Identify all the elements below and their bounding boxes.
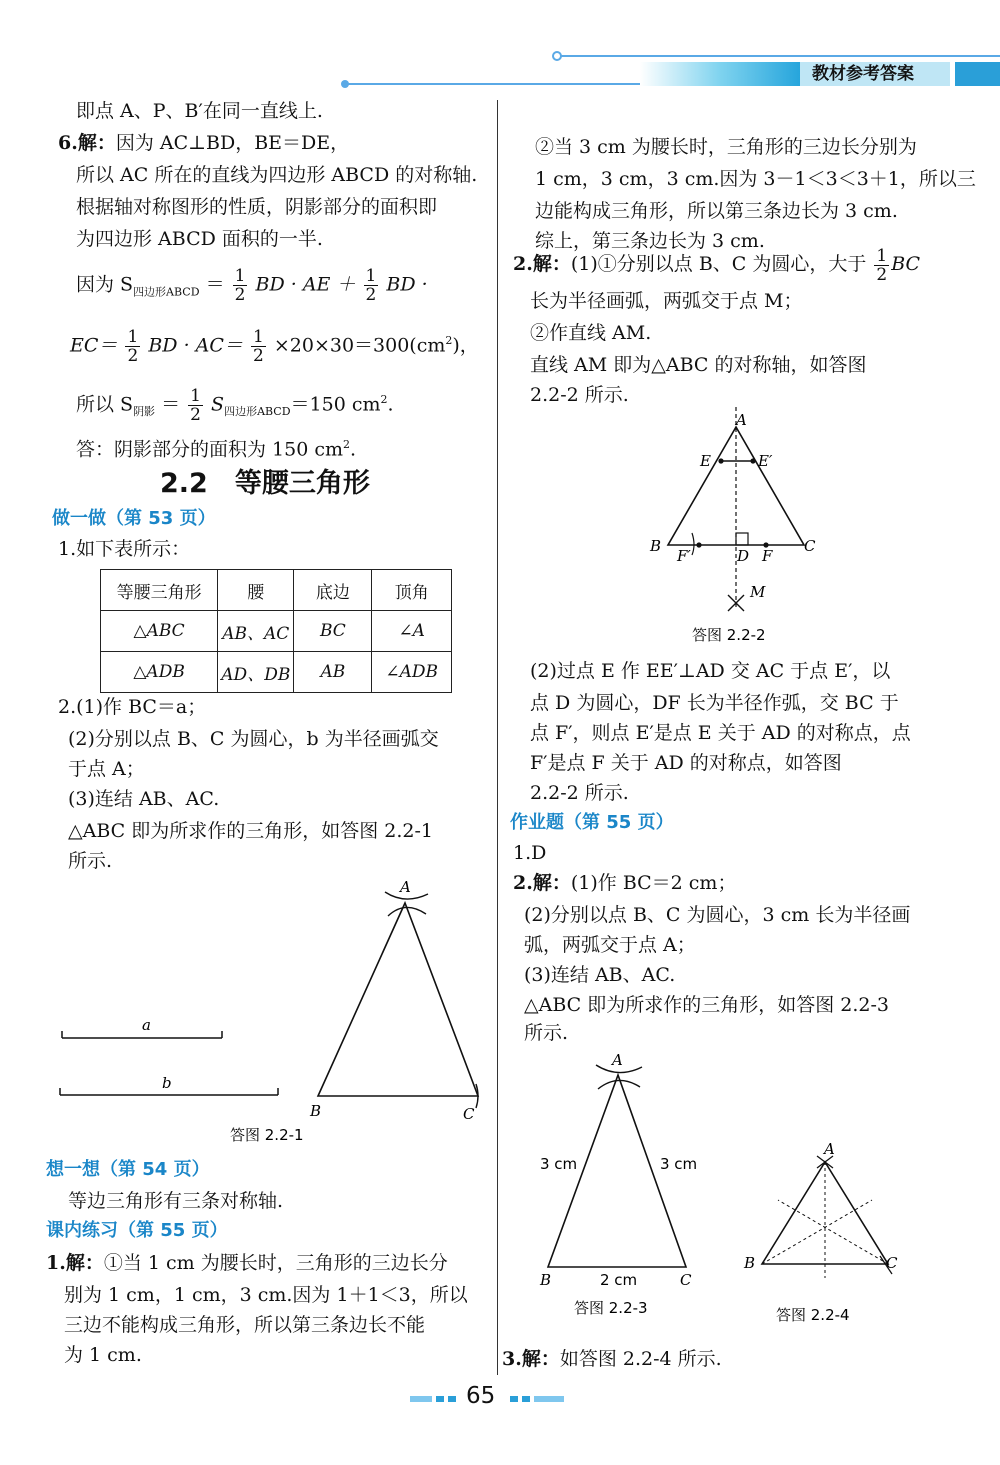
text-line: 边能构成三角形，所以第三条边长为 3 cm. <box>535 200 898 222</box>
answer-superscript: 2 <box>343 438 351 451</box>
table-row <box>101 652 452 693</box>
question-number: 1. <box>46 1252 66 1274</box>
point-e-prime <box>750 458 755 463</box>
question-z2 <box>513 868 736 898</box>
formula-superscript: 2 <box>380 393 388 406</box>
text-line: (3)连结 AB、AC. <box>68 788 220 810</box>
symmetry-axis <box>778 1200 888 1264</box>
text-line: 即点 A、P、B′在同一直线上. <box>76 100 323 122</box>
text-line: 等边三角形有三条对称轴. <box>68 1190 284 1212</box>
figure-caption: 答图 2.2-2 <box>692 626 766 644</box>
figure-2-2-1 <box>50 870 490 1150</box>
formula-text: . <box>387 393 394 416</box>
page-number: 65 <box>466 1383 496 1409</box>
question-z3 <box>502 1344 722 1374</box>
formula-subscript: 四边形ABCD <box>133 285 200 299</box>
point-f-label: F <box>762 547 773 565</box>
table-cell: BC <box>294 611 372 652</box>
fraction-num: 1 <box>127 326 139 347</box>
point-f-prime-label: F′ <box>677 547 691 565</box>
vertex-a-label: A <box>736 411 747 429</box>
figure-caption: 答图 2.2-4 <box>776 1306 850 1324</box>
table-cell: △ADB <box>101 652 218 693</box>
table-header-row <box>101 570 452 611</box>
answer-lead: 解： <box>532 872 571 894</box>
figure-caption: 答图 2.2-1 <box>230 1126 304 1144</box>
table-cell: △ABC <box>101 611 218 652</box>
text-line: (3)连结 AB、AC. <box>524 964 676 986</box>
text-line: 为 1 cm. <box>64 1344 142 1366</box>
text-line: ②作直线 AM. <box>530 322 652 344</box>
subsection-heading: 作业题（第 55 页） <box>510 812 674 833</box>
text-line: 直线 AM 即为△ABC 的对称轴，如答图 <box>530 354 867 376</box>
formula-text: BD · <box>386 273 428 296</box>
point-e <box>718 458 723 463</box>
vertex-c-label: C <box>804 537 816 555</box>
text-line: △ABC 即为所求作的三角形，如答图 2.2-1 <box>68 820 433 842</box>
formula-text: ×20×30＝300(cm <box>273 334 446 357</box>
fraction-num: 1 <box>252 326 264 347</box>
answer-text: 答：阴影部分的面积为 150 cm <box>76 438 344 461</box>
column-divider <box>497 100 498 1375</box>
fraction-den: 2 <box>234 285 246 305</box>
formula-line-2 <box>70 326 479 365</box>
vertex-a-label: A <box>824 1140 835 1158</box>
formula-subscript: 四边形ABCD <box>224 405 291 419</box>
section-title: 2.2 等腰三角形 <box>160 468 370 499</box>
text-line: ①当 1 cm 为腰长时，三角形的三边长分 <box>103 1252 448 1274</box>
formula-text: 所以 S <box>76 393 134 416</box>
point-m-label: M <box>750 583 766 601</box>
answer-lead: 解： <box>532 253 571 275</box>
formula-text: EC＝ <box>70 334 118 357</box>
text-line: 1 cm，3 cm，3 cm.因为 3－1＜3＜3＋1，所以三 <box>535 168 976 190</box>
table-cell: ∠ADB <box>372 652 452 693</box>
point-e-label: E <box>700 452 711 470</box>
question-number: 2. <box>513 253 533 275</box>
question-number: 2. <box>513 872 533 894</box>
formula-text: BD · AC＝ <box>148 334 243 357</box>
question-6 <box>58 128 349 158</box>
figure-2-2-3 <box>530 1045 730 1325</box>
vertex-b-label: B <box>744 1254 756 1272</box>
formula-line-3 <box>76 385 394 427</box>
fraction-den: 2 <box>365 285 377 305</box>
base-label: 2 cm <box>600 1271 638 1289</box>
text-line: 三边不能构成三角形，所以第三条边长不能 <box>64 1314 426 1336</box>
question-number: 6. <box>58 132 78 154</box>
formula-text: ＝150 cm <box>290 393 381 416</box>
fraction-den: 2 <box>127 345 139 366</box>
question-k1 <box>46 1248 448 1278</box>
subsection-heading: 想一想（第 54 页） <box>46 1159 210 1180</box>
fraction-den: 2 <box>876 264 888 285</box>
fraction <box>188 387 203 424</box>
text-line: 根据轴对称图形的性质，阴影部分的面积即 <box>76 196 438 218</box>
arc-mark <box>692 533 694 555</box>
table-row <box>101 611 452 652</box>
table-cell: AD、DB <box>218 652 294 693</box>
answer-lead: 解： <box>77 132 116 154</box>
right-angle-mark <box>736 533 748 545</box>
table-header-cell: 底边 <box>294 570 372 611</box>
text-line: 综上，第三条边长为 3 cm. <box>535 230 765 252</box>
label-b: b <box>162 1074 172 1092</box>
fraction-num: 1 <box>365 266 377 286</box>
text-line: 所示. <box>524 1022 569 1044</box>
text-line: (1)作 BC＝2 cm； <box>570 872 737 894</box>
question-number: 3. <box>502 1348 522 1370</box>
text-line: (1)①分别以点 B、C 为圆心，大于 <box>570 253 867 275</box>
vertex-b-label: B <box>310 1102 322 1120</box>
text-line: 1.D <box>513 842 547 864</box>
symmetry-axis <box>762 1200 872 1264</box>
text-line: (2)分别以点 B、C 为圆心，3 cm 长为半径画 <box>524 904 911 926</box>
formula-subscript: 阴影 <box>133 405 156 419</box>
formula-line-1 <box>76 267 428 307</box>
vertex-c-label: C <box>886 1254 898 1272</box>
table-cell: ∠A <box>372 611 452 652</box>
fraction-num: 1 <box>190 385 201 406</box>
vertex-c-label: C <box>680 1271 692 1289</box>
vertex-a-label: A <box>400 878 411 896</box>
answer-6 <box>76 430 356 464</box>
text-line: 点 D 为圆心，DF 长为半径作弧，交 BC 于 <box>530 692 899 714</box>
formula-text: 因为 S <box>76 273 134 296</box>
label-a: a <box>142 1016 151 1034</box>
text-line: 所以 AC 所在的直线为四边形 ABCD 的对称轴. <box>76 164 478 186</box>
text-line: 为四边形 ABCD 面积的一半. <box>76 228 323 250</box>
triangle-abc <box>318 903 478 1096</box>
question-r2 <box>513 244 920 284</box>
text-line: 2.2-2 所示. <box>530 384 629 406</box>
side-label-right: 3 cm <box>660 1155 698 1173</box>
fraction <box>125 328 140 365</box>
subsection-heading: 课内练习（第 55 页） <box>46 1220 228 1241</box>
text-line: ②当 3 cm 为腰长时，三角形的三边长分别为 <box>535 136 917 158</box>
fraction <box>874 247 889 284</box>
figure-2-2-2 <box>640 405 860 650</box>
text-line: 于点 A； <box>68 758 145 780</box>
formula-text: ＝ <box>161 393 181 416</box>
vertex-b-label: B <box>650 537 662 555</box>
subsection-heading: 做一做（第 53 页） <box>52 508 216 529</box>
text-line: 点 F′，则点 E′是点 E 关于 AD 的对称点，点 <box>530 722 911 744</box>
text-line: 长为半径画弧，两弧交于点 M； <box>530 290 803 312</box>
fraction <box>364 267 379 304</box>
table-header-cell: 等腰三角形 <box>101 570 218 611</box>
figure-caption: 答图 2.2-3 <box>574 1299 648 1317</box>
figure-2-2-4 <box>740 1138 910 1328</box>
text-line: 弧，两弧交于点 A； <box>524 934 696 956</box>
text-line: F′是点 F 关于 AD 的对称点，如答图 <box>530 752 842 774</box>
text-line: 2.2-2 所示. <box>530 782 629 804</box>
table-header-cell: 顶角 <box>372 570 452 611</box>
formula-text: )， <box>452 334 479 357</box>
vertex-a-label: A <box>612 1051 623 1069</box>
fraction <box>251 328 266 365</box>
text-line: 因为 AC⊥BD，BE＝DE， <box>115 132 350 154</box>
fraction-den: 2 <box>190 404 201 425</box>
fraction <box>233 267 248 304</box>
formula-text: S <box>211 393 225 416</box>
vertex-b-label: B <box>540 1271 552 1289</box>
text-line: 2.(1)作 BC＝a； <box>58 696 207 718</box>
point-d-label: D <box>737 547 750 565</box>
table-cell: AB <box>294 652 372 693</box>
fraction-num: 1 <box>876 245 888 266</box>
vertex-c-label: C <box>463 1105 475 1123</box>
header-title: 教材参考答案 <box>812 64 914 84</box>
answer-table <box>100 569 452 693</box>
text-line: 如答图 2.2-4 所示. <box>559 1348 722 1370</box>
text-line: 别为 1 cm，1 cm，3 cm.因为 1＋1＜3，所以 <box>64 1284 468 1306</box>
table-header-cell: 腰 <box>218 570 294 611</box>
text-line: 所示. <box>68 850 113 872</box>
point-e-prime-label: E′ <box>758 452 773 470</box>
point-f-prime <box>696 542 701 547</box>
answer-text: . <box>350 438 357 461</box>
fraction-num: 1 <box>234 266 246 286</box>
table-cell: AB、AC <box>218 611 294 652</box>
fraction-den: 2 <box>252 345 264 366</box>
text-line: (2)过点 E 作 EE′⊥AD 交 AC 于点 E′，以 <box>530 660 891 682</box>
answer-lead: 解： <box>65 1252 104 1274</box>
formula-superscript: 2 <box>445 334 453 347</box>
text-line: (2)分别以点 B、C 为圆心，b 为半径画弧交 <box>68 728 439 750</box>
formula-text: ＝ <box>205 273 225 296</box>
side-label-left: 3 cm <box>540 1155 578 1173</box>
answer-lead: 解： <box>521 1348 560 1370</box>
text-line: △ABC 即为所求作的三角形，如答图 2.2-3 <box>524 994 889 1016</box>
text-line: BC <box>891 253 921 275</box>
formula-text: BD · AE ＋ <box>255 273 356 296</box>
text-line: 1.如下表所示： <box>58 538 191 560</box>
